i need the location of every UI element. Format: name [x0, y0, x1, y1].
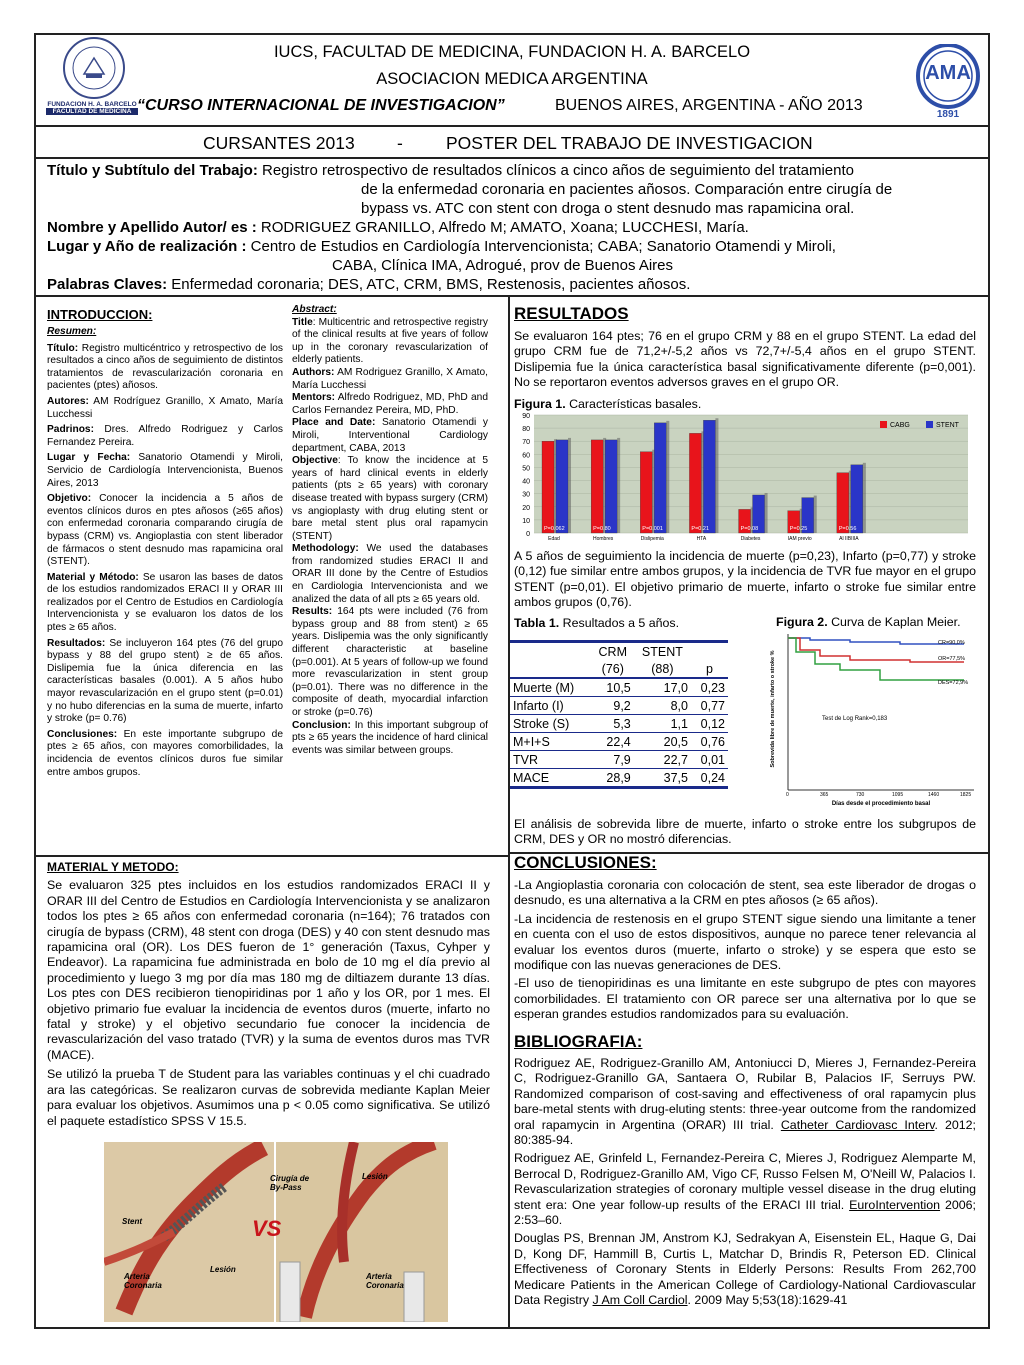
- category-label: Al IIBIIIA: [839, 536, 859, 542]
- results-table: [510, 640, 728, 789]
- illustration-label-stent: Stent: [122, 1217, 142, 1226]
- y-tick-label: 20: [522, 504, 530, 512]
- legend-label: STENT: [936, 422, 959, 429]
- km-xtick: 0: [786, 792, 789, 798]
- bar-chart-svg: [510, 411, 977, 542]
- p-value-label: P=0.21: [691, 526, 710, 532]
- fundacion-caption-line2: FACULTAD DE MEDICINA: [46, 108, 138, 115]
- km-label-or: OR=77,5%: [938, 656, 966, 662]
- tab1-caption: [514, 616, 679, 630]
- category-label: Dislipemia: [640, 536, 664, 542]
- table-cell: 9,2: [613, 698, 631, 713]
- abstract-column: [292, 304, 488, 757]
- abstract-heading: Abstract:: [292, 304, 337, 315]
- bar-shadow: [666, 421, 669, 533]
- results-p3: El análisis de sobrevida libre de muerte, infarto o stroke entre los subgrupos de CRM, DES y OR no mostró diferencias.: [514, 817, 976, 847]
- baseline-bar-chart: [510, 411, 977, 542]
- place-line2: CABA, Clínica IMA, Adrogué, prov de Buenos Aires: [332, 257, 674, 274]
- table-header-cell: [510, 643, 592, 660]
- table-cell: 0,24: [700, 770, 725, 785]
- table-cell: 10,5: [606, 680, 631, 695]
- abstract-para-label: Title: [292, 316, 313, 328]
- abstract-para: [292, 543, 488, 606]
- abstract-para-label: Methodology:: [292, 543, 359, 555]
- y-tick-label: 80: [522, 426, 530, 434]
- kaplan-meier-figure: [760, 630, 978, 810]
- reference-item: [514, 1151, 976, 1228]
- intro-para: [47, 729, 283, 779]
- keywords-line: [47, 275, 977, 294]
- meta-block: [47, 161, 977, 294]
- intro-para-label: Lugar y Fecha:: [47, 452, 131, 464]
- reference-tail: 2006; 2:53–60.: [514, 1197, 976, 1228]
- conclusion-item: -La Angioplastia coronaria con colocación de stent, sea este liberador de drogas o desnudo, es una alternativa a la CRM en ptes añosos (≥ 65 años).: [514, 878, 976, 908]
- category-label: Hombres: [592, 536, 614, 542]
- intro-para-label: Padrinos:: [47, 424, 94, 436]
- fig1-caption: [514, 397, 701, 411]
- results-table-grid: [510, 643, 728, 786]
- title-label: Título y Subtítulo del Trabajo:: [47, 162, 258, 179]
- intro-para-text: En este importante subgrupo de ptes ≥ 65 años, con mayores comorbilidades, la incidencia de eventos clínicos duros fue similar entre ambos grupos.: [47, 728, 283, 778]
- illustration-label-lesion2: Lesión: [362, 1172, 388, 1181]
- tab1-caption-label: Tabla 1.: [514, 616, 560, 630]
- bibliography-heading: BIBLIOGRAFIA:: [514, 1032, 643, 1051]
- table-cell: M+I+S: [513, 734, 550, 749]
- reference-journal[interactable]: EuroIntervention: [849, 1197, 941, 1212]
- table-row: [510, 733, 728, 751]
- y-tick-label: 90: [522, 413, 530, 420]
- reference-text: Douglas PS, Brennan JM, Anstrom KJ, Sedrakyan A, Eisenstein EL, Haque G, Dai D, Kong DF, Hammill B, Curtis L, Matchar D, Brindis R, Peterson ED. Clinical Effectiveness of Coronary Stents in Elderly Persons: Results From 262,700 Medicare Patients in the American College of Cardiology-National Cardiovascular Data Registry: [514, 1231, 976, 1308]
- bar-shadow: [814, 496, 817, 533]
- table-header-row: [510, 660, 728, 678]
- reference-text: Rodriguez AE, Rodriguez-Granillo AM, Antoniucci D, Mieres J, Fernandez-Pereira C, Rodriguez-Granillo GA, Santaera O, Rubilar B, Palacios IF, Serruys PW. Randomized comparison of cost-saving and effectiveness of oral rapamycin plus bare-metal stents with drug-eluting stents: three-year outcome from the randomized oral rapamycin in Argentina (ORAR) III trial.: [514, 1056, 976, 1132]
- conclusion-item: -La incidencia de restenosis en el grupo STENT sigue siendo una limitante a tener en cuenta con el uso de estos dispositivos, aunque no parece tener relevancia al evaluar los eventos duros (muerte, infarto o stroke) y se espera que esto se modifique con las nuevas generaciones de DES.: [514, 911, 976, 973]
- course-title: “CURSO INTERNACIONAL DE INVESTIGACION”: [137, 97, 505, 114]
- table-header-cell: (76): [601, 661, 624, 676]
- ama-logo-year: 1891: [936, 109, 960, 120]
- author-line: [47, 218, 977, 237]
- bar-stent: [605, 440, 617, 533]
- author-label: Nombre y Apellido Autor/ es :: [47, 219, 257, 236]
- category-label: Edad: [548, 536, 560, 542]
- abstract-para-label: Authors:: [292, 366, 335, 378]
- km-xtick: 365: [820, 792, 829, 798]
- reference-tail: . 2009 May 5;53(18):1629-41: [687, 1293, 848, 1308]
- category-label: HTA: [696, 536, 707, 542]
- table-cell: 0,23: [700, 680, 725, 695]
- abstract-para-text: We used the databases from randomized studies ERACI II and ORAR III done by the Centre of Estudios en Cardiologia Intervencionista and we analized the data of all pts ≥ 65 years old.: [292, 543, 488, 605]
- material-p1: Se evaluaron 325 ptes incluidos en los estudios randomizados ERACI II y ORAR III del Centro de Estudios en Cardiología Intervencionista y se analizaron todos los ptes ≥ 65 años con enfermedad coronaria (n=164); 76 tratados con cirugía de bypass (CRM), 48 stent con droga (DES) y 40 con stent desnudo mas rapamicina oral (OR). Los DES fueron de 1° generación (Taxus, Cyhper y Endeavor). La rapamicina fue administrada en bolo de 10 mg el día previo al procedimiento y luego 3 mg por día mas 180 mg de diltiazem durante 13 días. Los ptes con DES recibieron tienopiridinas por 1 año y los OR, por 1 mes. El objetivo primario fue evaluar la incidencia de eventos duros (muerte, infarto no fatal y stroke) y el objetivo secundario fue conocer la incidencia de revascularización del vaso tratado (TVR) y la suma de eventos duros mas TVR (MACE).: [47, 878, 490, 1062]
- km-ylabel: Sobrevida libre de muerte, infarto o stroke %: [770, 650, 776, 768]
- fig1-caption-label: Figura 1.: [514, 397, 566, 411]
- title-line2: de la enfermedad coronaria en pacientes añosos. Comparación entre cirugía de: [361, 181, 893, 198]
- intro-para-text: Se usaron las bases de datos de los estudios randomizados ERACI II y ORAR III realizados por el Centro de Estudios en Cardiología Intervencionista y se evaluaron los datos de los ptes ≥ 65 años.: [47, 571, 283, 634]
- bar-cabg: [689, 433, 701, 533]
- fig1-caption-text: Características basales.: [565, 397, 702, 411]
- banner-right: POSTER DEL TRABAJO DE INVESTIGACION: [446, 133, 813, 153]
- table-cell: Muerte (M): [513, 680, 575, 695]
- intro-para: [47, 396, 283, 421]
- table-cell: 0,77: [700, 698, 725, 713]
- place-line1: [47, 237, 977, 256]
- abstract-para: [292, 317, 488, 367]
- bar-shadow: [568, 438, 571, 533]
- divider: [34, 125, 990, 127]
- fig2-caption: [776, 615, 961, 629]
- title-text1: Registro retrospectivo de resultados clínicos a cinco años de seguimiento del tratamiento: [262, 162, 854, 179]
- abstract-para-text: : Multicentric and retrospective registry of the clinical results at five years of follow up in the coronary revascularization of elderly patients.: [292, 316, 488, 366]
- abstract-para-label: Place and Date:: [292, 417, 376, 429]
- intro-para: [47, 638, 283, 726]
- y-tick-label: 0: [526, 531, 530, 538]
- abstract-para-text: AM Rodriguez Granillo, X Amato, María Lucchessi: [292, 366, 488, 391]
- ama-logo-text: AMA: [925, 62, 971, 84]
- intro-para-label: Resultados:: [47, 637, 106, 649]
- divider: [34, 295, 990, 297]
- reference-item: [514, 1231, 976, 1308]
- km-xlabel: Días desde el procedimiento basal: [831, 801, 931, 807]
- table-header-row: [510, 643, 728, 660]
- p-value-label: P=0.08: [740, 526, 759, 532]
- p-value-label: P=0.062: [544, 526, 565, 532]
- km-xtick: 1460: [928, 792, 940, 798]
- table-header-cell: STENT: [641, 644, 683, 659]
- p-value-label: P=0.56: [838, 526, 857, 532]
- keywords-text: Enfermedad coronaria; DES, ATC, CRM, BMS, Restenosis, pacientes añosos.: [171, 276, 691, 293]
- table-cell: 17,0: [663, 680, 688, 695]
- intro-resumen: Resumen:: [47, 326, 97, 337]
- fundacion-caption-line1: FUNDACION H. A. BARCELO: [47, 101, 137, 108]
- y-tick-label: 40: [522, 478, 530, 486]
- reference-text: Rodriguez AE, Grinfeld L, Fernandez-Pereira C, Mieres J, Rodriguez Alemparte M, Berrocal D, Rodriguez-Granillo AM, Vigo CF, Russo Felsen M, O'Neill W, Palacios I. Revascularization strategies of coronary multiple vessel disease in the drug eluting stent era: One year follow-up results of the ERACI III trial.: [514, 1151, 976, 1212]
- abstract-para-label: Conclusion:: [292, 719, 351, 731]
- abstract-para: [292, 392, 488, 417]
- km-xtick: 1095: [892, 792, 904, 798]
- tab1-caption-text: Resultados a 5 años.: [559, 616, 680, 630]
- table-header-cell: (88): [651, 661, 674, 676]
- results-p2: A 5 años de seguimiento la incidencia de muerte (p=0,23), Infarto (p=0,77) y stroke (0,12) fue similar entre ambos grupos, y la incidencia de TVR fue mayor en el grupo STENT (p=0,01). El objetivo primario de muerte, infarto o stroke fue similar entre ambos grupos (0,76).: [514, 549, 976, 610]
- intro-para-label: Material y Método:: [47, 571, 139, 583]
- table-cell: 0,76: [700, 734, 725, 749]
- bar-stent: [851, 465, 863, 533]
- keywords-label: Palabras Claves:: [47, 276, 168, 293]
- table-cell: Infarto (I): [513, 698, 564, 713]
- material-section: [47, 860, 490, 1129]
- abstract-para-text: 164 pts were included (76 from bypass group and 88 from stent) ≥ 65 years. Dislipemia was the only significantly different characteristic at baseline (p=0.001). At 5 years of follow-up we found more revascularization in stent group (p=0.01). There was no difference in the composite of death, myocardial infarction or stroke (p=0.76): [292, 606, 488, 718]
- category-label: IAM previo: [787, 536, 812, 542]
- y-tick-label: 10: [522, 517, 530, 525]
- title-line1: [47, 161, 977, 180]
- stent-vs-bypass-illustration: [104, 1142, 448, 1322]
- illustration-label-cirugia: Cirugía de By-Pass: [270, 1174, 310, 1192]
- table-cell: 37,5: [663, 770, 688, 785]
- results-p1: Se evaluaron 164 ptes; 76 en el grupo CRM y 88 en el grupo STENT. La edad del grupo CRM fue de 71,2+/-5,2 años vs 72,7+/-5,4 años en el grupo STENT. Dislipemia fue la única característica basal significativamente diferente (p=0,001). No se reportaron eventos adversos graves en el grupo OR.: [514, 329, 976, 390]
- intro-column: [47, 307, 283, 779]
- legend-swatch: [926, 421, 933, 428]
- intro-para-label: Conclusiones:: [47, 728, 118, 740]
- abstract-para-text: : To know the incidence at 5 years of hard clinical events in elderly patients (pts ≥ 65 years) with coronary disease treated with bypass surgery (CRM) vs angioplasty with drug eluting stent or bare metal stent plus oral rapamycin (STENT): [292, 455, 488, 542]
- bar-cabg: [542, 441, 554, 533]
- table-cell: TVR: [513, 752, 538, 767]
- table-cell: 28,9: [606, 770, 631, 785]
- table-row: [510, 697, 728, 715]
- author-text: RODRIGUEZ GRANILLO, Alfredo M; AMATO, Xoana; LUCCHESI, María.: [260, 219, 749, 236]
- bar-stent: [703, 420, 715, 533]
- table-cell: Stroke (S): [513, 716, 570, 731]
- table-row: [510, 715, 728, 733]
- p-value-label: P=0.001: [642, 526, 663, 532]
- fig2-caption-text: Curva de Kaplan Meier.: [827, 615, 961, 629]
- intro-para-text: Registro multicéntrico y retrospectivo de los resultados a cinco años de seguimiento de distintos tratamientos de revascularización coronaria en pacientes (ptes) añosos.: [47, 342, 283, 392]
- header-line2: ASOCIACION MEDICA ARGENTINA: [376, 70, 648, 88]
- abstract-para-label: Mentors:: [292, 392, 336, 404]
- bar-cabg: [837, 473, 849, 533]
- km-xtick: 730: [856, 792, 865, 798]
- conclusions-list: [514, 878, 976, 1023]
- intro-para-text: Conocer la incidencia a 5 años de eventos clínicos duros en ptes añosos (≥65 años) con enfermedad coronaria comparando cirugía de bypass (CRM) vs. Angioplastia con stent liberador de fármacos o stent desnudo mas rapamicina oral (STENT).: [47, 493, 283, 568]
- bar-cabg: [591, 440, 603, 533]
- abstract-para-label: Results:: [292, 606, 333, 618]
- material-p2: Se utilizó la prueba T de Student para las variables continuas y el chi cuadrado ara las categóricas. Se realizaron curvas de sobrevida mediante Kaplan Meier para evaluar los objetivos. Asumimos una p < 0.05 como significativa. Se utilizó el paquete estadístico SPSS V 15.5.: [47, 1067, 490, 1128]
- intro-para: [47, 343, 283, 393]
- abstract-para: [292, 720, 488, 758]
- bar-stent: [556, 440, 568, 533]
- table-cell: 22,7: [663, 752, 688, 767]
- abstract-para-text: Alfredo Rodriguez, MD, PhD and Carlos Fernandez Pereira, MD, PhD.: [292, 392, 488, 416]
- place-text1: Centro de Estudios en Cardiología Intervencionista; CABA; Sanatorio Otamendi y Miroli,: [250, 238, 836, 255]
- intro-para-text: Sanatorio Otamendi y Miroli, Servicio de Cardiología Intervencionista, Buenos Aires, 2013: [47, 452, 283, 489]
- category-label: Diabetes: [740, 536, 761, 542]
- bar-cabg: [640, 452, 652, 533]
- intro-para: [47, 424, 283, 449]
- table-cell: 0,01: [700, 752, 725, 767]
- bar-shadow: [617, 438, 620, 533]
- table-cell: 7,9: [613, 752, 631, 767]
- illustration-label-vs: VS: [252, 1216, 282, 1241]
- reference-item: [514, 1056, 976, 1148]
- reference-journal[interactable]: Catheter Cardiovasc Interv: [780, 1117, 935, 1132]
- km-test: Test de Log Rank=0,183: [822, 716, 888, 722]
- table-header-cell: [691, 643, 728, 660]
- banner-dash: -: [397, 133, 403, 153]
- km-label-des: DES=72,9%: [938, 680, 969, 686]
- place-label: Lugar y Año de realización :: [47, 238, 247, 255]
- intro-para-label: Autores:: [47, 395, 89, 407]
- divider: [34, 157, 990, 159]
- km-xtick: 1825: [960, 792, 972, 798]
- results-heading: RESULTADOS: [514, 304, 629, 323]
- table-cell: 0,12: [700, 716, 725, 731]
- bibliography-list: [514, 1056, 976, 1309]
- title-line3: bypass vs. ATC con stent con droga o stent desnudo mas rapamicina oral.: [361, 200, 855, 217]
- material-heading: MATERIAL Y METODO:: [47, 860, 179, 874]
- bar-shadow: [863, 463, 866, 533]
- bar-shadow: [715, 418, 718, 533]
- divider: [34, 855, 508, 857]
- conclusion-item: -El uso de tienopiridinas es una limitante en este subgrupo de ptes con mayores comorbilidades. El tratamiento con OR parece ser una alternativa por lo que se esperan grandes estudios randomizados para su evaluación.: [514, 976, 976, 1022]
- bar-shadow: [765, 493, 768, 533]
- bar-stent: [654, 423, 666, 533]
- intro-para-text: Se incluyeron 164 ptes (76 del grupo bypass y 88 del grupo stent) ≥ de 65 años. Dislipemia fue la única diferencia en las características basales (0.001). A 5 años hubo mayor revascularización en el grupo stent (p=0.01) y no hubo diferencias en la suma de muerte, infarto y stroke (p= 0.76): [47, 637, 283, 725]
- y-tick-label: 70: [522, 439, 530, 447]
- reference-tail: . 2012; 80:385-94.: [514, 1117, 976, 1148]
- header-line1: IUCS, FACULTAD DE MEDICINA, FUNDACION H. A. BARCELO: [273, 43, 751, 61]
- intro-para: [47, 493, 283, 569]
- conclusions-heading: CONCLUSIONES:: [514, 853, 657, 872]
- illustration-label-arteria1: Arteria Coronaria: [124, 1272, 162, 1290]
- y-tick-label: 30: [522, 491, 530, 499]
- table-cell: 20,5: [663, 734, 688, 749]
- fig2-caption-label: Figura 2.: [776, 615, 828, 629]
- table-row: [510, 678, 728, 697]
- course-place: BUENOS AIRES, ARGENTINA - AÑO 2013: [555, 97, 863, 114]
- abstract-para: [292, 367, 488, 392]
- table-cell: 1,1: [670, 716, 688, 731]
- table-row: [510, 751, 728, 769]
- intro-para: [47, 452, 283, 490]
- abstract-para-label: Objective: [292, 455, 338, 467]
- intro-para: [47, 572, 283, 635]
- table-cell: 5,3: [613, 716, 631, 731]
- abstract-para-text: Sanatorio Otamendi y Miroli, Interventional Cardiology department, CABA, 2013: [292, 417, 488, 454]
- table-row: [510, 769, 728, 787]
- table-cell: MACE: [513, 770, 550, 785]
- table-header-cell: CRM: [598, 644, 627, 659]
- table-header-cell: [510, 660, 592, 678]
- table-cell: 22,4: [606, 734, 631, 749]
- intro-para-text: Dres. Alfredo Rodriguez y Carlos Fernandez Pereira.: [47, 424, 283, 448]
- abstract-para: [292, 455, 488, 543]
- reference-journal[interactable]: J Am Coll Cardiol: [592, 1293, 688, 1308]
- intro-para-text: AM Rodríguez Granillo, X Amato, María Lucchessi: [47, 395, 283, 420]
- illustration-label-lesion1: Lesión: [210, 1265, 236, 1274]
- km-label-cr: CR=90,0%: [938, 640, 965, 646]
- abstract-para: [292, 417, 488, 455]
- legend-label: CABG: [890, 422, 910, 429]
- table-cell: 8,0: [670, 698, 688, 713]
- abstract-para: [292, 606, 488, 719]
- banner-left: CURSANTES 2013: [203, 133, 355, 153]
- intro-para-label: Título:: [47, 342, 79, 354]
- abstract-para-text: In this important subgroup of pts ≥ 65 years the incidence of hard clinical events was similar between groups.: [292, 719, 488, 756]
- table-header-cell: p: [706, 661, 713, 676]
- p-value-label: P=0.80: [593, 526, 611, 532]
- intro-para-label: Objetivo:: [47, 493, 92, 505]
- intro-heading: INTRODUCCION:: [47, 307, 153, 322]
- legend-swatch: [880, 421, 887, 428]
- p-value-label: P=0.25: [789, 526, 808, 532]
- y-tick-label: 50: [522, 465, 530, 473]
- fundacion-caption: [46, 101, 138, 115]
- illustration-label-arteria2: Arteria Coronaria: [366, 1272, 404, 1290]
- y-tick-label: 60: [522, 452, 530, 460]
